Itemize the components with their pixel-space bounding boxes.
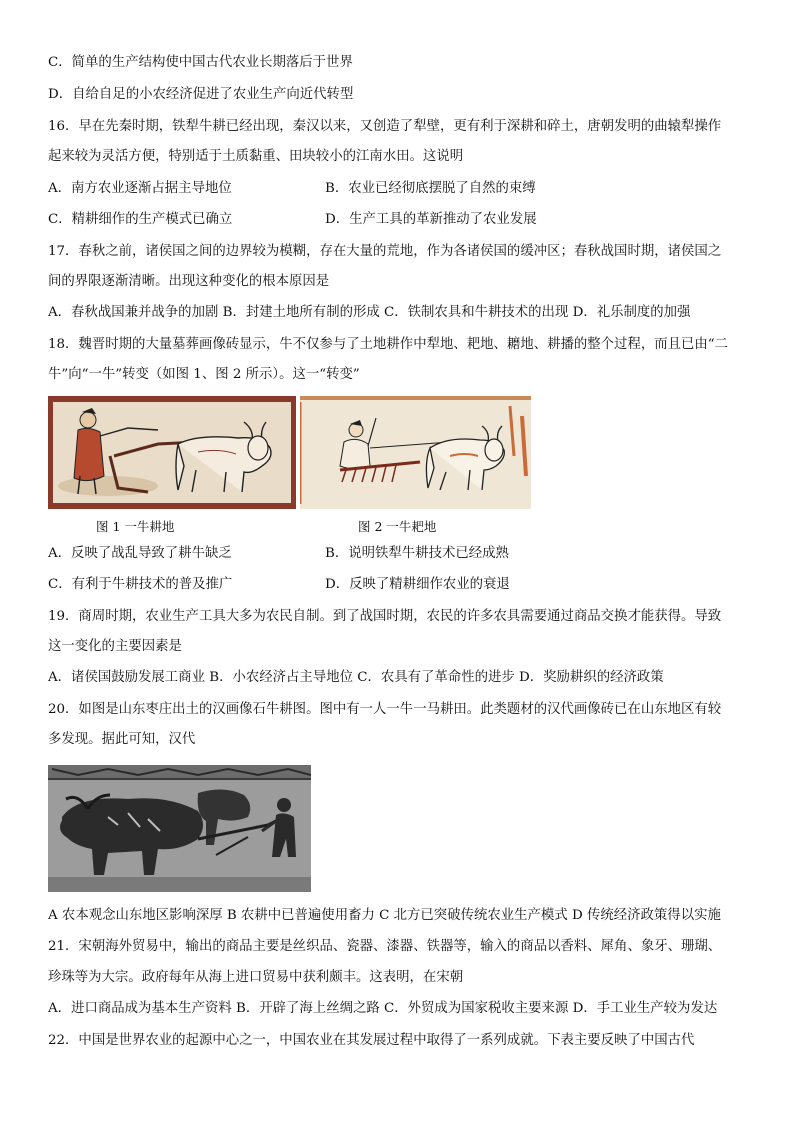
q18-option-b[interactable]: B．说明铁犁牛耕技术已经成熟 bbox=[325, 546, 509, 561]
q16-option-a[interactable]: A．南方农业逐渐占据主导地位 bbox=[48, 181, 232, 196]
option-line: C．简单的生产结构使中国古代农业长期落后于世界 bbox=[48, 55, 353, 70]
q18-option-d[interactable]: D．反映了精耕细作农业的衰退 bbox=[325, 577, 510, 592]
question-18-stem: 18．魏晋时期的大量墓葬画像砖显示，牛不仅参与了土地耕作中犁地、耙地、耱地、耕播的整个过程，而且已由“二 bbox=[48, 337, 729, 352]
q16-option-c[interactable]: C．精耕细作的生产模式已确立 bbox=[48, 212, 233, 227]
option-line: D．自给自足的小农经济促进了农业生产向近代转型 bbox=[48, 87, 354, 102]
question-16-stem-cont: 起来较为灵活方便，特别适于土质黏重、田块较小的江南水田。这说明 bbox=[48, 149, 464, 164]
question-19-options[interactable]: A．诸侯国鼓励发展工商业 B．小农经济占主导地位 C．农具有了革命性的进步 D．奖励耕织的经济政策 bbox=[48, 670, 664, 685]
question-22-stem: 22．中国是世界农业的起源中心之一，中国农业在其发展过程中取得了一系列成就。下表主要反映了中国古代 bbox=[48, 1033, 695, 1048]
question-18-options-row2 bbox=[48, 575, 748, 595]
question-20-options[interactable]: A 农本观念山东地区影响深厚 B 农耕中已普遍使用畜力 C 北方已突破传统农业生产模式 D 传统经济政策得以实施 bbox=[48, 908, 721, 923]
figure-2-ox-harrowing-image bbox=[300, 396, 531, 509]
figure-1-caption: 图 1 一牛耕地 bbox=[96, 519, 175, 534]
question-21-options[interactable]: A．进口商品成为基本生产资料 B．开辟了海上丝绸之路 C．外贸成为国家税收主要来源 D．手工业生产较为发达 bbox=[48, 1001, 718, 1016]
question-16-stem: 16．早在先秦时期，铁犁牛耕已经出现，秦汉以来，又创造了犁壁，更有利于深耕和碎土，唐朝发明的曲辕犁操作 bbox=[48, 119, 722, 134]
question-21-stem-cont: 珍珠等为大宗。政府每年从海上进口贸易中获利颇丰。这表明，在宋朝 bbox=[48, 970, 464, 985]
question-16-options-row1 bbox=[48, 179, 748, 199]
question-21-stem: 21．宋朝海外贸易中，输出的商品主要是丝织品、瓷器、漆器、铁器等，输入的商品以香料、犀角、象牙、珊瑚、 bbox=[48, 939, 722, 954]
question-18-options-row1 bbox=[48, 544, 748, 564]
q18-option-a[interactable]: A．反映了战乱导致了耕牛缺乏 bbox=[48, 546, 232, 561]
question-19-stem: 19．商周时期，农业生产工具大多为农民自制。到了战国时期，农民的许多农具需要通过商品交换才能获得。导致 bbox=[48, 609, 722, 624]
question-20-stem-cont: 多发现。据此可知，汉代 bbox=[48, 732, 196, 747]
question-16-options-row2 bbox=[48, 210, 748, 230]
question-17-stem-cont: 间的界限逐渐清晰。出现这种变化的根本原因是 bbox=[48, 274, 330, 289]
question-19-stem-cont: 这一变化的主要因素是 bbox=[48, 639, 182, 654]
figure-1-ox-plowing-image bbox=[48, 396, 296, 509]
q18-option-c[interactable]: C．有利于牛耕技术的普及推广 bbox=[48, 577, 233, 592]
question-20-stem: 20．如图是山东枣庄出土的汉画像石牛耕图。图中有一人一牛一马耕田。此类题材的汉代画像砖已在山东地区有较 bbox=[48, 702, 722, 717]
q16-option-d[interactable]: D．生产工具的革新推动了农业发展 bbox=[325, 212, 537, 227]
figure-2-caption: 图 2 一牛耙地 bbox=[358, 519, 437, 534]
question-18-stem-cont: 牛”向“一牛”转变（如图 1、图 2 所示）。这一“转变” bbox=[48, 367, 360, 382]
q16-option-b[interactable]: B．农业已经彻底摆脱了自然的束缚 bbox=[325, 181, 536, 196]
question-17-stem: 17．春秋之前，诸侯国之间的边界较为模糊，存在大量的荒地，作为各诸侯国的缓冲区；春秋战国时期，诸侯国之 bbox=[48, 244, 722, 259]
han-stone-relief-plowing-image bbox=[48, 765, 311, 892]
question-17-options[interactable]: A．春秋战国兼并战争的加剧 B．封建土地所有制的形成 C．铁制农具和牛耕技术的出现 D．礼乐制度的加强 bbox=[48, 305, 691, 320]
